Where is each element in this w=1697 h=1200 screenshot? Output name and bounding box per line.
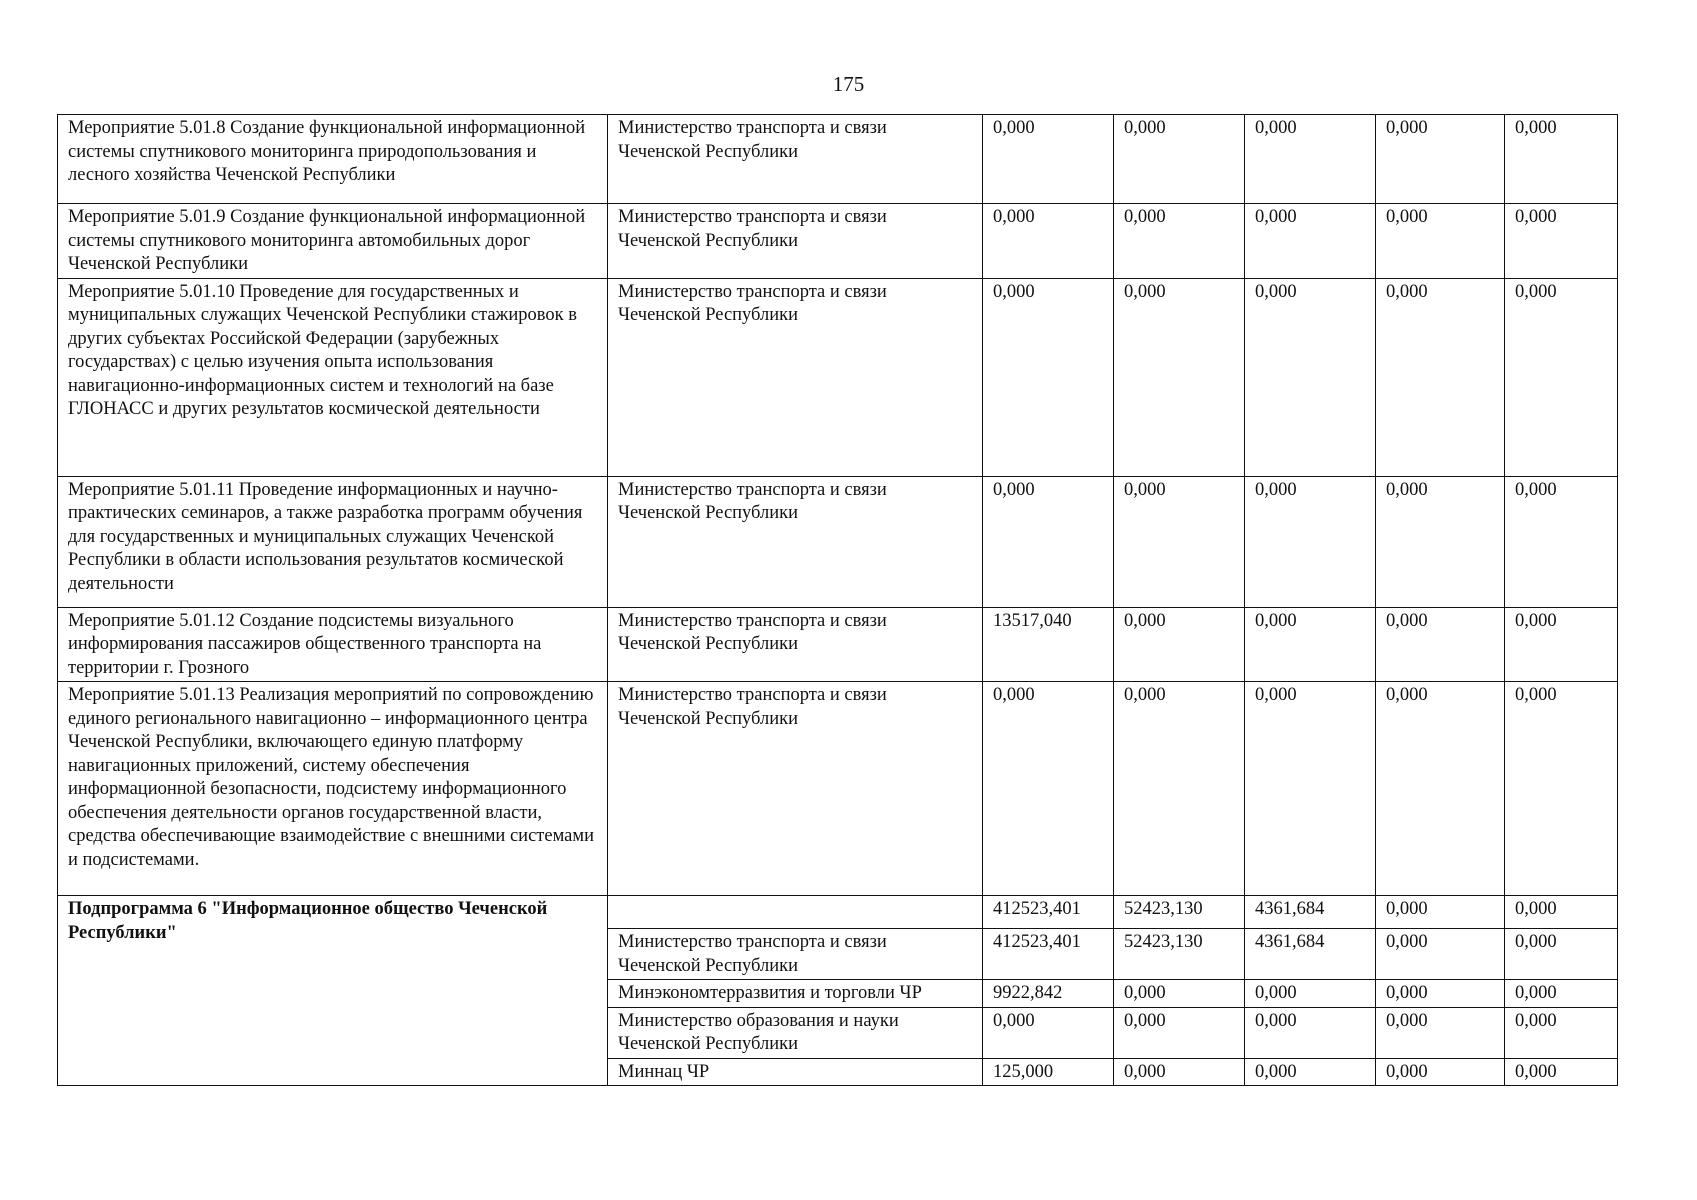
value-cell: 9922,842	[983, 980, 1114, 1008]
value-cell: 0,000	[1245, 204, 1376, 279]
value-cell: 4361,684	[1245, 929, 1376, 980]
executor-cell: Министерство транспорта и связи Чеченской Республики	[608, 204, 983, 279]
value-cell: 0,000	[1114, 278, 1245, 476]
value-cell: 0,000	[1505, 607, 1618, 682]
executor-cell: Министерство транспорта и связи Чеченской Республики	[608, 682, 983, 896]
table-row	[58, 204, 1618, 279]
value-cell: 0,000	[1114, 980, 1245, 1008]
value-cell: 0,000	[1245, 278, 1376, 476]
value-cell: 52423,130	[1114, 929, 1245, 980]
subprogram-total-row	[58, 896, 1618, 929]
activity-cell: Мероприятие 5.01.12 Создание подсистемы визуального информирования пассажиров общественного транспорта на территории г. Грозного	[58, 607, 608, 682]
value-cell: 0,000	[1245, 476, 1376, 607]
value-cell: 4361,684	[1245, 896, 1376, 929]
value-cell: 0,000	[983, 682, 1114, 896]
activity-cell: Мероприятие 5.01.9 Создание функциональной информационной системы спутникового мониторинга автомобильных дорог Чеченской Республики	[58, 204, 608, 279]
value-cell: 0,000	[1245, 980, 1376, 1008]
table-row	[58, 278, 1618, 476]
activity-cell: Мероприятие 5.01.11 Проведение информационных и научно-практических семинаров, а также разработка программ обучения для государственных и муниципальных служащих Чеченской Республики в области использования результатов космической деятельности	[58, 476, 608, 607]
value-cell: 0,000	[1376, 896, 1505, 929]
value-cell: 0,000	[1505, 278, 1618, 476]
value-cell: 0,000	[1376, 607, 1505, 682]
value-cell: 0,000	[1376, 204, 1505, 279]
executor-cell: Министерство образования и науки Чеченской Республики	[608, 1007, 983, 1058]
activity-cell: Мероприятие 5.01.13 Реализация мероприятий по сопровождению единого регионального навигационно – информационного центра Чеченской Республики, включающего единую платформу навигационных приложений, систему обеспечения информационной безопасности, подсистему информационного обеспечения деятельности органов государственной власти, средства обеспечивающие взаимодействие с внешними системами и подсистемами.	[58, 682, 608, 896]
budget-table	[57, 114, 1618, 1086]
table-row	[58, 607, 1618, 682]
value-cell: 0,000	[1376, 929, 1505, 980]
executor-cell	[608, 896, 983, 929]
value-cell: 0,000	[1505, 476, 1618, 607]
value-cell: 0,000	[1245, 115, 1376, 204]
table-row	[58, 476, 1618, 607]
value-cell: 0,000	[1376, 1007, 1505, 1058]
value-cell: 52423,130	[1114, 896, 1245, 929]
value-cell: 0,000	[1505, 896, 1618, 929]
executor-cell: Министерство транспорта и связи Чеченской Республики	[608, 278, 983, 476]
value-cell: 0,000	[983, 204, 1114, 279]
subprogram-title: Подпрограмма 6 "Информационное общество Чеченской Республики"	[58, 896, 608, 1086]
executor-cell: Министерство транспорта и связи Чеченской Республики	[608, 929, 983, 980]
executor-cell: Министерство транспорта и связи Чеченской Республики	[608, 607, 983, 682]
value-cell: 0,000	[983, 1007, 1114, 1058]
value-cell: 0,000	[1114, 476, 1245, 607]
value-cell: 412523,401	[983, 929, 1114, 980]
value-cell: 0,000	[1376, 682, 1505, 896]
value-cell: 0,000	[1245, 1007, 1376, 1058]
value-cell: 0,000	[1114, 1007, 1245, 1058]
value-cell: 0,000	[1245, 607, 1376, 682]
value-cell: 0,000	[983, 278, 1114, 476]
value-cell: 0,000	[1114, 607, 1245, 682]
value-cell: 0,000	[1376, 1058, 1505, 1086]
value-cell: 0,000	[1114, 682, 1245, 896]
value-cell: 0,000	[1505, 204, 1618, 279]
value-cell: 13517,040	[983, 607, 1114, 682]
value-cell: 0,000	[1505, 980, 1618, 1008]
value-cell: 0,000	[1376, 278, 1505, 476]
value-cell: 0,000	[1376, 115, 1505, 204]
activity-cell: Мероприятие 5.01.8 Создание функциональной информационной системы спутникового мониторинга природопользования и лесного хозяйства Чеченской Республики	[58, 115, 608, 204]
value-cell: 0,000	[1114, 115, 1245, 204]
executor-cell: Министерство транспорта и связи Чеченской Республики	[608, 115, 983, 204]
table-row	[58, 682, 1618, 896]
value-cell: 0,000	[1376, 980, 1505, 1008]
value-cell: 0,000	[983, 476, 1114, 607]
value-cell: 0,000	[983, 115, 1114, 204]
value-cell: 0,000	[1245, 1058, 1376, 1086]
value-cell: 0,000	[1505, 1058, 1618, 1086]
value-cell: 412523,401	[983, 896, 1114, 929]
executor-cell: Минэкономтерразвития и торговли ЧР	[608, 980, 983, 1008]
value-cell: 0,000	[1114, 204, 1245, 279]
value-cell: 0,000	[1114, 1058, 1245, 1086]
value-cell: 0,000	[1505, 115, 1618, 204]
value-cell: 0,000	[1376, 476, 1505, 607]
page-number: 175	[832, 72, 865, 96]
executor-cell: Министерство транспорта и связи Чеченской Республики	[608, 476, 983, 607]
value-cell: 125,000	[983, 1058, 1114, 1086]
value-cell: 0,000	[1505, 929, 1618, 980]
value-cell: 0,000	[1505, 682, 1618, 896]
value-cell: 0,000	[1245, 682, 1376, 896]
activity-cell: Мероприятие 5.01.10 Проведение для государственных и муниципальных служащих Чеченской Республики стажировок в других субъектах Российской Федерации (зарубежных государствах) с целью изучения опыта использования навигационно-информационных систем и технологий на базе ГЛОНАСС и других результатов космической деятельности	[58, 278, 608, 476]
executor-cell: Миннац ЧР	[608, 1058, 983, 1086]
value-cell: 0,000	[1505, 1007, 1618, 1058]
table-row	[58, 115, 1618, 204]
